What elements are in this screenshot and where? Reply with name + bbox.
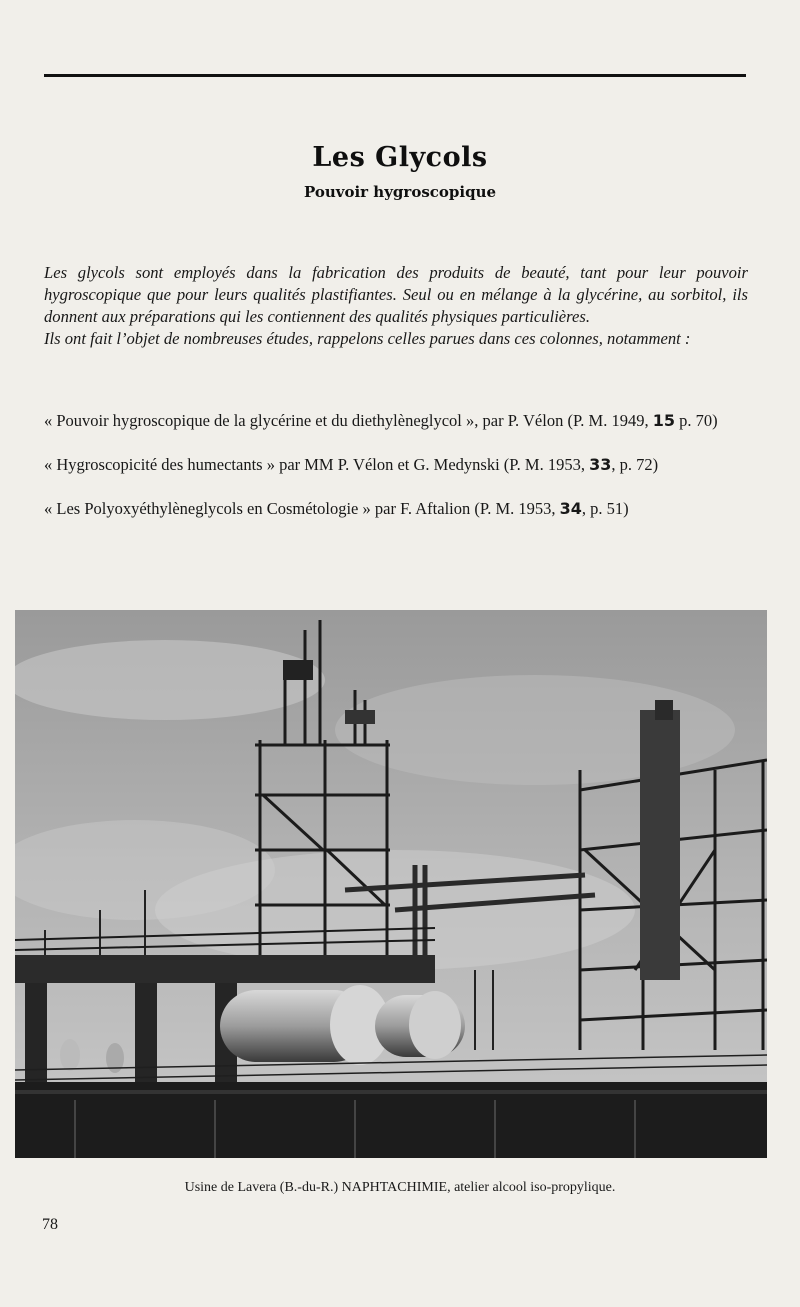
reference-volume: 34 [559,499,582,518]
reference-volume: 33 [589,455,612,474]
intro-paragraph-1: Les glycols sont employés dans la fabrication des produits de beauté, tant pour leur pouvoir hygroscopique que pour leurs qualités plastifiantes. Seul ou en mélange à la glycérine, au sorbitol, ils donnent aux préparations qui les contiennent des qualités physiques particulières. [44,263,748,326]
factory-illustration [15,610,767,1158]
factory-photo [15,610,767,1158]
references-list [44,410,748,542]
reference-text: « Pouvoir hygroscopique de la glycérine et du diethylèneglycol », par P. Vélon (P. M. 1949, [44,411,649,430]
intro-text [44,262,748,350]
reference-pages: p. 70) [679,411,718,430]
photo-caption: Usine de Lavera (B.-du-R.) NAPHTACHIMIE, atelier alcool iso-propylique. [184,1180,616,1195]
reference-text: « Les Polyoxyéthylèneglycols en Cosmétologie » par F. Aftalion (P. M. 1953, [44,499,556,518]
reference-item [44,454,748,476]
reference-pages: , p. 72) [611,455,659,474]
reference-pages: , p. 51) [581,499,629,518]
reference-item [44,498,748,520]
top-rule [44,74,746,77]
page-number: 78 [42,1216,58,1233]
reference-item [44,410,748,432]
article-title: Les Glycols [312,142,488,173]
reference-text: « Hygroscopicité des humectants » par MM P. Vélon et G. Medynski (P. M. 1953, [44,455,585,474]
article-subtitle: Pouvoir hygroscopique [303,183,497,201]
reference-volume: 15 [652,411,675,430]
intro-paragraph-2: Ils ont fait l’objet de nombreuses études, rappelons celles parues dans ces colonnes, notamment : [44,329,691,348]
